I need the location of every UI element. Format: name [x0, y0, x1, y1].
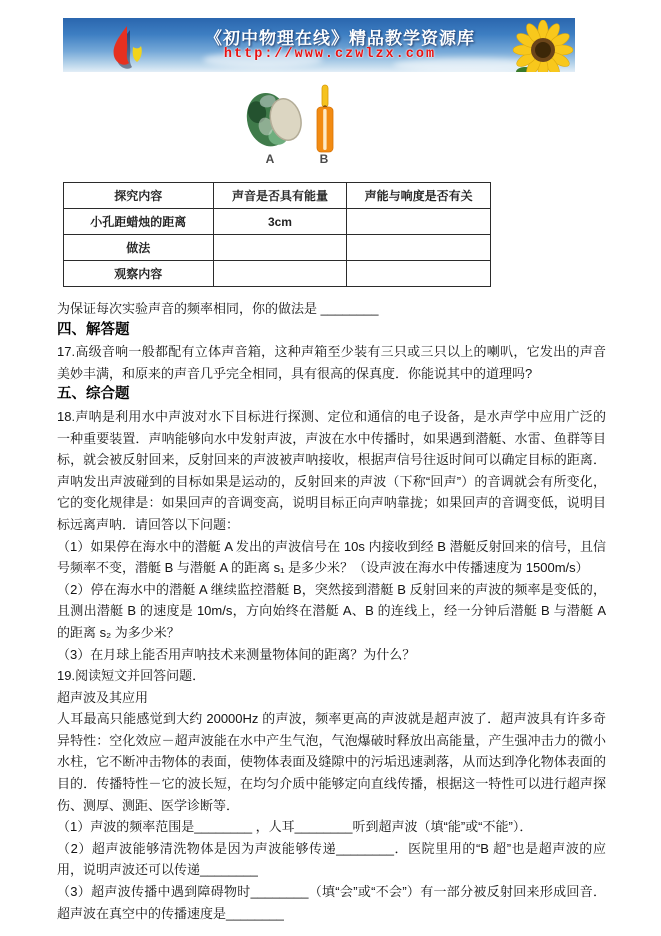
question-19-passage: 人耳最高只能感觉到大约 20000Hz 的声波，频率更高的声波就是超声波了．超声波具有许多奇异特性：空化效应－超声波能在水中产生气泡，气泡爆破时释放出高能量，产生强冲击力的微小水柱，它不断冲击物体的表面，使物体表面及缝隙中的污垢迅速剥落，从而达到净化物体表面的目的．传播特性－它的波长短，在均匀介质中能够定向直线传播，根据这一特性可以进行超声探伤、测厚、测距、医学诊断等．	[57, 711, 606, 813]
object-a-can-image	[244, 84, 306, 152]
banner-title: 《初中物理在线》精品教学资源库	[205, 29, 475, 48]
flame-logo-icon	[103, 23, 147, 69]
table-cell: 3cm	[213, 209, 347, 235]
document-body	[57, 298, 606, 924]
table-cell: 做法	[64, 235, 214, 261]
question-18-intro: 18.声呐是利用水中声波对水下目标进行探测、定位和通信的电子设备，是水声学中应用广泛的一种重要装置．声呐能够向水中发射声波，声波在水中传播时，如果遇到潜艇、水雷、鱼群等目标，就会被反射回来，反射回来的声波被声呐接收，根据声信号往返时间可以确定目标的距离．声呐发出声波碰到的目标如果是运动的，反射回来的声波（下称“回声”）的音调就会有所变化，它的变化规律是：如果回声的音调变高，说明目标正向声呐靠拢；如果回声的音调变低，说明目标远离声呐．请回答以下问题：	[57, 408, 606, 532]
question-17: 17.高级音响一般都配有立体声音箱，这种声箱至少装有三只或三只以上的喇叭，它发出的声音美妙丰满，和原来的声音几乎完全相同，具有很高的保真度．你能说其中的道理吗?	[57, 344, 606, 381]
question-18-part-2: （2）停在海水中的潜艇 A 继续监控潜艇 B，突然接到潜艇 B 反射回来的声波的频率是变低的，且测出潜艇 B 的速度是 10m/s，方向始终在潜艇 A、B 的连线上，经一分钟后潜艇 B 与潜艇 A 的距离 s₂ 为多少米？	[57, 581, 606, 640]
site-banner	[63, 18, 575, 72]
experiment-table	[63, 182, 491, 287]
section-5-heading: 五、综合题	[57, 386, 130, 403]
table-cell	[347, 209, 491, 235]
table-cell	[347, 261, 491, 287]
table-header-cell: 声音是否具有能量	[213, 183, 347, 209]
table-header-cell: 探究内容	[64, 183, 214, 209]
question-19-part-2: （2）超声波能够清洗物体是因为声波能够传递________．医院里用的“B 超”也是超声波的应用，说明声波还可以传递________	[57, 840, 606, 878]
experiment-figure	[244, 84, 364, 168]
question-18-part-3: （3）在月球上能否用声呐技术来测量物体间的距离？为什么？	[57, 646, 416, 662]
figure-label-a: A	[265, 152, 275, 166]
table-header-cell: 声能与响度是否有关	[347, 183, 491, 209]
table-cell	[213, 235, 347, 261]
frequency-note-line: 为保证每次实验声音的频率相同，你的做法是 ________	[57, 301, 379, 316]
table-cell	[213, 261, 347, 287]
table-row	[64, 209, 491, 235]
question-19-part-1: （1）声波的频率范围是________ ，人耳________听到超声波（填“能”或“不能”）．	[57, 819, 533, 835]
table-cell	[347, 235, 491, 261]
table-cell: 小孔距蜡烛的距离	[64, 209, 214, 235]
sunflower-icon	[513, 20, 573, 72]
object-b-ampoule-image	[314, 84, 336, 154]
question-19-subtitle: 超声波及其应用	[57, 689, 149, 705]
question-19-intro: 19.阅读短文并回答问题．	[57, 668, 206, 684]
figure-label-b: B	[319, 152, 329, 166]
banner-url-link[interactable]: http://www.czwlzx.com	[223, 47, 437, 62]
question-19-part-3: （3）超声波传播中遇到障碍物时________（填“会”或“不会”）有一部分被反射回来形成回音．超声波在真空中的传播速度是________	[57, 884, 606, 921]
table-header-row	[64, 183, 491, 209]
table-cell: 观察内容	[64, 261, 214, 287]
table-row	[64, 261, 491, 287]
section-4-heading: 四、解答题	[57, 321, 130, 338]
table-row	[64, 235, 491, 261]
question-18-part-1: （1）如果停在海水中的潜艇 A 发出的声波信号在 10s 内接收到经 B 潜艇反射回来的信号，且信号频率不变，潜艇 B 与潜艇 A 的距离 s₁ 是多少米？（设声波在海水中传播速度为 1500m/s）	[57, 538, 606, 576]
